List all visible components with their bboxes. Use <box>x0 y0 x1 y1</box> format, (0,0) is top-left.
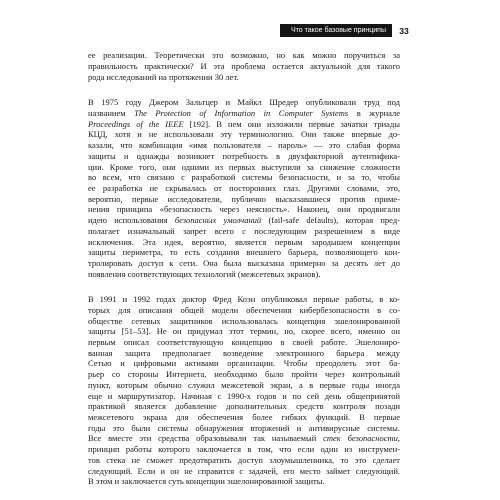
text-span: правильность практически? И эта проблема остается актуальной для такого <box>88 61 400 72</box>
text-line <box>88 162 400 172</box>
text-line <box>88 119 400 129</box>
text-line <box>88 247 400 257</box>
text-span: тов стека не сможет предотвратить доступ злоумышленника, то это сделает <box>88 454 400 465</box>
text-span: В 1975 году Джером Зальтцер и Майкл Шредер опубликовали труд под <box>88 97 400 108</box>
text-span: следующий. Если и он не справится с задачей, его место займет следующий. <box>88 465 400 476</box>
page-number: 33 <box>399 25 409 36</box>
text-line <box>88 337 400 347</box>
text-line <box>88 72 400 82</box>
text-line <box>88 172 400 182</box>
text-line <box>88 380 400 390</box>
text-line <box>88 401 400 411</box>
text-line <box>88 226 400 236</box>
italic-text: стек безопасности <box>323 433 398 444</box>
text-line <box>88 305 400 315</box>
text-span: принцип работы которого заключается в том, что если один из инструмен- <box>88 444 400 455</box>
italic-text: Proceedings of the IEEE <box>88 118 184 129</box>
text-span: защиты и однажды возникнет потребность в двухфакторной аутентифика- <box>88 150 400 161</box>
text-span: во всем, что связано с разработкой системы безопасности, и за то, чтобы <box>88 172 400 183</box>
text-line <box>88 466 400 476</box>
text-span: нения принципа «безопасность через неясность». Наконец, они продвигали <box>88 204 400 215</box>
text-span: КЦД, хотя и не использовали эту терминологию. Они также впервые до- <box>88 129 400 140</box>
text-span: рьер со стороны Интернета, необходимо было пройти через контрольный <box>88 369 400 380</box>
text-line <box>88 258 400 268</box>
text-line <box>88 151 400 161</box>
text-line <box>88 391 400 401</box>
italic-text: The Protection of Information in Computer Systems <box>134 108 349 119</box>
text-line <box>88 433 400 443</box>
text-line <box>88 183 400 193</box>
text-line <box>88 237 400 247</box>
text-span: В этом и заключается суть концепции эшелонированной защиты. <box>88 476 325 487</box>
text-span: обществе сетевых защитников использовалась концепция эшелонированной <box>88 315 400 326</box>
text-span: еще и маршрутизатор. Начиная с 1990-х годов и по сей день общепринятой <box>88 390 400 401</box>
text-line <box>88 194 400 204</box>
text-span: (fail-safe defaults), которая пред- <box>261 215 400 226</box>
text-span: защиты [51–53]. Не он придумал этот термин, но, скорее всего, именно он <box>88 326 400 337</box>
text-line <box>88 369 400 379</box>
text-span: казали, что комбинация «имя пользователя – пароль» — это слабая форма <box>88 140 400 151</box>
text-line <box>88 476 400 486</box>
text-line <box>88 204 400 214</box>
text-span: вероятно, первые исследователи, публично высказавшиеся против приме- <box>88 193 400 204</box>
text-span: первым описал соответствующую концепцию в своей работе. Эшелониро- <box>88 337 400 348</box>
text-line <box>88 108 400 118</box>
text-line <box>88 444 400 454</box>
text-span: , <box>397 433 400 444</box>
text-line <box>88 455 400 465</box>
text-span: тролировать доступ к сети. Она была высказана примерно за десять лет до <box>88 258 400 269</box>
text-line <box>88 423 400 433</box>
text-line <box>88 129 400 139</box>
text-span: ванная защита предполагает возведение электронного барьера между <box>88 347 400 358</box>
text-line <box>88 269 400 279</box>
text-span: годы это были системы обнаружения вторжений и антивирусные системы. <box>88 422 400 433</box>
chapter-title: Что такое базовые принципы <box>291 27 386 34</box>
text-line <box>88 358 400 368</box>
running-header <box>280 24 392 37</box>
text-line <box>88 50 400 60</box>
text-span: межсетевого экрана для обеспечения более гибких функций. В первые <box>88 412 400 423</box>
text-line <box>88 294 400 304</box>
text-line <box>88 348 400 358</box>
text-span: защиты периметра, то есть создания внешнего барьера, позволяющего кон- <box>88 247 400 258</box>
text-line <box>88 326 400 336</box>
text-line <box>88 412 400 422</box>
text-line <box>88 97 400 107</box>
text-span: исключения. Эта идея, вероятно, является первым зародышем концепции <box>88 236 400 247</box>
text-line <box>88 61 400 71</box>
text-span: [192]. В нем они изложили первые зачатки триады <box>183 118 400 129</box>
text-span: торых для описания общей модели обеспечения кибербезопасности в со- <box>88 304 400 315</box>
text-span: Все вместе эти средства образовывали так называемый <box>88 433 324 444</box>
text-span: пункт, которым обычно служил межсетевой экран, а в первые годы иногда <box>88 379 400 390</box>
text-span: практикой является добавление дополнительных средств контроля позади <box>88 401 400 412</box>
text-span: в журнале <box>348 108 400 119</box>
text-span: ее реализации. Теоретически это возможно, но как можно поручиться за <box>88 50 400 61</box>
italic-text: безопасных умолчаний <box>174 215 262 226</box>
text-line <box>88 140 400 150</box>
text-span: полагает изначальный запрет всего с последующим разрешением в виде <box>88 225 400 236</box>
text-span: ее разработка не скрывалась от посторонних глаз. Другими словами, это, <box>88 183 400 194</box>
text-span: ции. Кроме того, они одними из первых выступили за снижение сложности <box>88 161 400 172</box>
text-line <box>88 215 400 225</box>
text-line <box>88 316 400 326</box>
text-span: идею использования <box>88 215 175 226</box>
text-span: названием <box>88 108 135 119</box>
text-span: рода исследований на протяжении 30 лет. <box>88 71 239 82</box>
text-span: появления соответствующих технологий (межсетевых экранов). <box>88 268 321 279</box>
text-span: Сетью и цифровыми активами организации. Чтобы преодолеть этот ба- <box>88 358 400 369</box>
text-span: В 1991 и 1992 годах доктор Фред Коэн опубликовал первые работы, в ко- <box>88 294 400 305</box>
